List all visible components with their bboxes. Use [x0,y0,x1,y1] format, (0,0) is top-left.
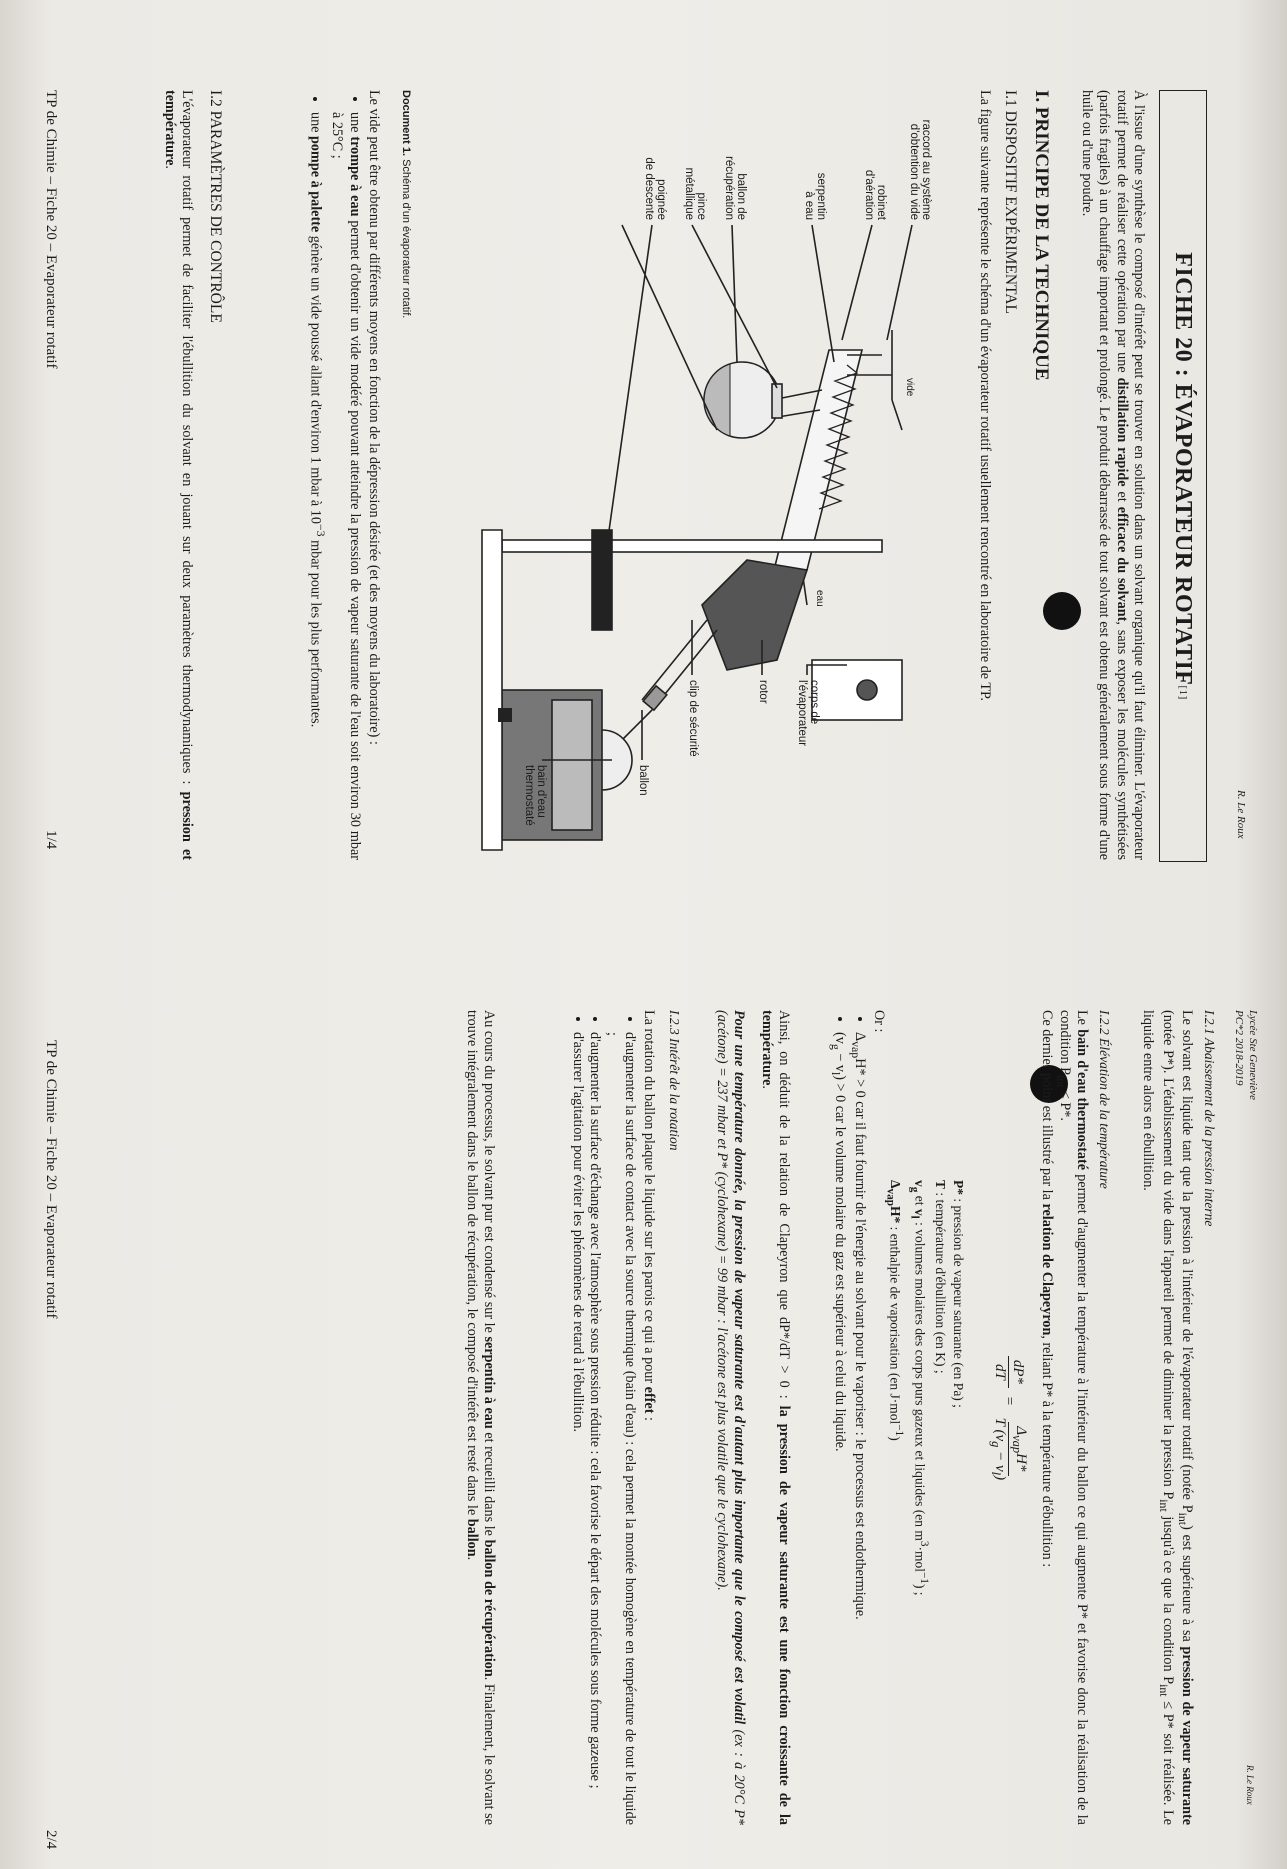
subsection-1-2-1-heading: I.2.1 Abaissement de la pression interne [1202,1010,1217,1227]
or-list [829,1010,868,1825]
list-item: • d'augmenter la surface de contact avec la source thermique (bain d'eau) : cela permet la montée homogène en température de tout le liquide ; [603,1032,638,1825]
section-1-heading: I. PRINCIPE DE LA TECHNIQUE [1031,90,1052,381]
label-serpentin: serpentin à eau [802,172,827,220]
definition-item: T : température d'ébullition (en K) ; [932,1180,948,1374]
list-item: • $\Delta_{vap}H* > 0$ car il faut fournir de l'énergie au solvant pour le vaporiser : le processus est endothermique. [848,1032,867,1825]
label-eau: eau [814,590,825,607]
page-number-1: 1/4 [43,830,59,850]
volatility-paragraph: Pour une température donnée, la pression de vapeur saturante est d'autant plus importante que le composé est volatil (ex : à 20°C P*(acétone) = 237 mbar et P* (cyclohexane) = 99 mbar : l'acétone est plus volatile que le cyclohexane). [713,1010,747,1825]
subsection-1-2-2-text2: Ce dernier point est illustré par la relation de Clapeyron, reliant P* à la température d'ébullition : [1039,1010,1055,1568]
label-pince: pince métallique [682,167,707,220]
subsection-1-1-heading: I.1 DISPOSITIF EXPÉRIMENTAL [1002,90,1019,314]
clapeyron-equation: dP* dT = $\Delta_{vap}H*$ T $(v_g - v_l)$ [988,1290,1029,1550]
or-block [829,1010,887,1825]
vacuum-text: Le vide peut être obtenu par différents moyens en fonction de la dépression désirée (et des moyens du laboratoire) : [366,90,382,745]
list-item: • une pompe à palette génère un vide poussé allant d'environ 1 mbar à $10^{-3}$ mbar pour les plus performantes. [306,112,328,860]
eq-right-den: T $(v_g - v_l)$ [989,1417,1008,1481]
subsection-1-2-text: L'évaporateur rotatif permet de faciliter l'ébullition du solvant en jouant sur deux paramètres thermodynamiques : pression et température. [161,90,195,861]
list-item: • une trompe à eau permet d'obtenir un vide modéré pouvant atteindre la pression de vapeur saturante de l'eau soit environ 30 mbar à 25°C ; [328,112,363,860]
intro-paragraph: À l'issue d'une synthèse le composé d'intérêt peut se trouver en solution dans un solvant organique qu'il faut éliminer. L'évaporateur rotatif permet de réaliser cette opération par une distillation rapide et efficace du solvant, sans exposer les molécules synthétisées (parfois fragiles) à un chauffage important et prolongé. Le produit débarrassé de tout solvant est obtenu généralement sous forme d'une huile ou d'une poudre. [1079,90,1147,860]
eq-left-den: dT [992,1364,1008,1380]
definitions-block [882,1180,967,1800]
label-poignee: poignée de descente [642,157,667,220]
definition-item: $v_g$ et $v_l$ : volumes molaires des corps purs gazeux et liquides (en $m^3\cdot mol^{-1}$) ; [908,1180,930,1596]
page-1 [0,0,1287,920]
label-rotor: rotor [757,680,769,704]
eq-left-num: dP* [1008,1356,1026,1388]
label-robinet: robinet d'aération [862,169,887,220]
list-item: • $(v_g - v_l) > 0$ car le volume molaire du gaz est supérieur à celui du liquide. [829,1032,848,1825]
rotation-text: La rotation du ballon plaque le liquide sur les parois ce qui a pour effet : [641,1010,657,1421]
caption-text: Schéma d'un évaporateur rotatif. [400,156,412,319]
label-raccord: raccord au système d'obtention du vide [907,119,932,220]
subsection-1-1-text: La figure suivante représente le schéma d'un évaporateur rotatif usuellement rencontré en laboratoire de TP. [977,90,993,701]
label-ballon-recup: ballon de récupération [722,156,747,220]
header-author-left: R. Le Roux [1235,790,1247,839]
definition-item: $\Delta_{vap}H*$ : enthalpie de vaporisation (en J·mol$^{-1}$) [884,1180,906,1441]
subsection-1-2-1-text: Le solvant est liquide tant que la pression à l'intérieur de l'évaporateur rotatif (notée $P_{int}$) est supérieure à sa pression de vapeur saturante (notée P*). L'établissement du vide dans l'appareil permet de diminuer la pression $P_{int}$ jusqu'à ce que la condition $P_{int} \le P*$ soit réalisée. Le liquide entre alors en ébullition. [1140,1010,1195,1826]
title-text: FICHE 20 : ÉVAPORATEUR ROTATIF [1170,252,1197,686]
or-label: Or : [871,1010,887,1033]
label-vide: vide [904,378,915,397]
header-author-right: R. Le Roux [1245,1765,1255,1805]
subsection-1-2-3-heading: I.2.3 Intérêt de la rotation [667,1010,682,1151]
rotation-block [568,1010,657,1825]
vacuum-block [306,90,382,860]
label-corps: corps de l'évaporateur [795,680,820,747]
page-2 [0,950,1287,1869]
header-year: PC*2 2018-2019 [1233,1010,1245,1086]
definition-item: P* : pression de vapeur saturante (en Pa) ; [951,1180,966,1408]
figure-caption [400,90,412,318]
ainsi-paragraph: Ainsi, on déduit de la relation de Clapeyron que dP*/dT > 0 : la pression de vapeur saturante est une fonction croissante de la température. [758,1010,792,1825]
eq-right-num: $\Delta_{vap}H*$ [1008,1422,1029,1475]
footer-right: TP de Chimie – Fiche 20 – Evaporateur rotatif [43,1040,59,1319]
footer-left: TP de Chimie – Fiche 20 – Evaporateur rotatif [43,90,59,369]
process-paragraph: Au cours du processus, le solvant pur est condensé sur le serpentin à eau et recueilli dans le ballon de récupération. Finalement, le solvant se trouve intégralement dans le ballon de récupération, le composé d'intérêt est resté dans le ballon. [463,1010,497,1825]
page-number-2: 2/4 [43,1830,59,1850]
header-school: Lycée Ste Geneviève [1247,1010,1259,1101]
page-title [1159,90,1207,862]
rotation-list [568,1010,637,1825]
title-note: [1] [1177,685,1189,700]
subsection-1-2-2-heading: I.2.2 Élévation de la température [1097,1010,1112,1189]
label-bain: bain d'eau thermostaté [522,765,547,826]
subsection-1-2-2-text: Le bain d'eau thermostaté permet d'augmenter la température à l'intérieur du ballon ce qui augmente P* et favorise donc la réalisation de la condition $P_{int} \le P*$. [1053,1010,1090,1825]
list-item: • d'augmenter la surface d'échange avec l'atmosphère sous pression réduite : cela favorise le départ des molécules sous forme gazeuse ; [586,1032,603,1825]
vacuum-list [306,90,363,860]
rotary-evaporator-diagram [477,100,942,860]
label-clip: clip de sécurité [687,680,699,757]
list-item: • d'assurer l'agitation pour éviter les phénomènes de retard à l'ébullition. [568,1032,585,1825]
caption-label: Document 1. [400,90,412,157]
label-ballon: ballon [637,765,649,796]
subsection-1-2-heading: I.2 PARAMÈTRES DE CONTRÔLE [207,90,224,323]
